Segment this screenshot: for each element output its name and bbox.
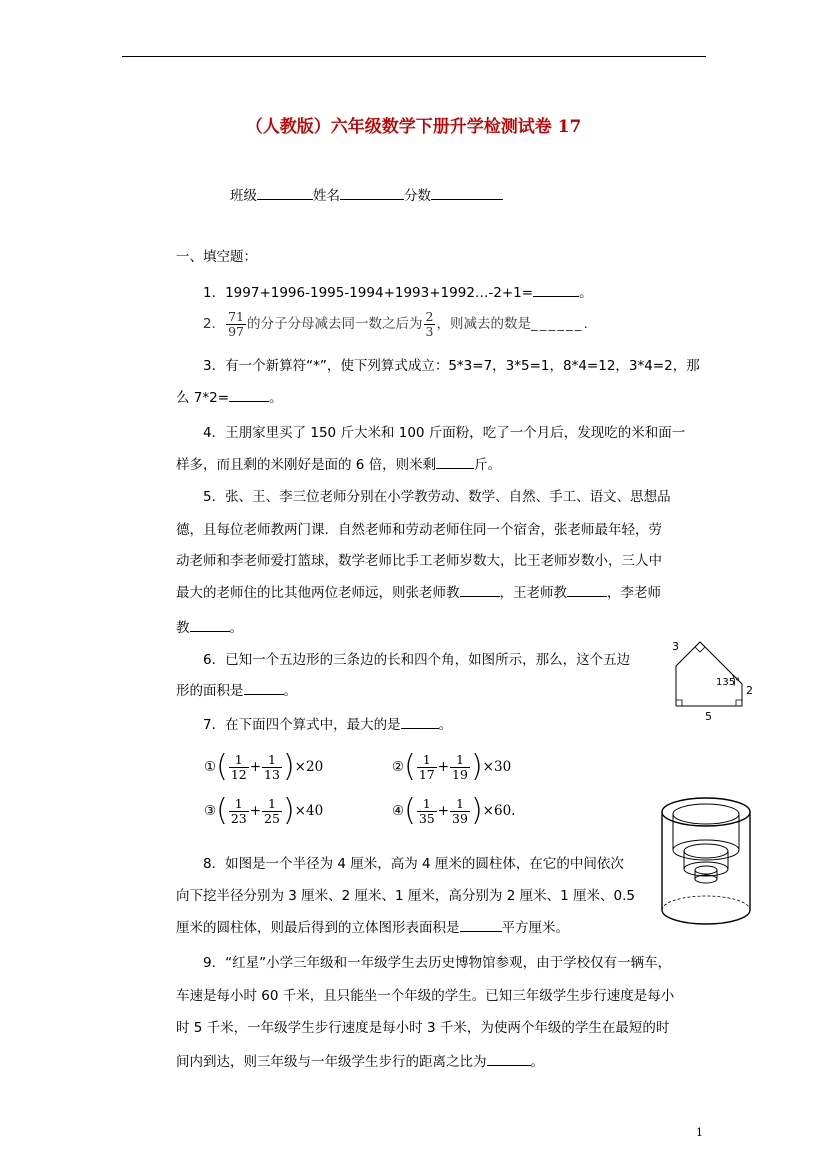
question-9-line-1: 9．“红星”小学三年级和一年级学生去历史博物馆参观，由于学校仅有一辆车， xyxy=(203,955,672,971)
side-label-5: 5 xyxy=(705,710,712,723)
side-label-2: 2 xyxy=(746,684,753,697)
question-1: 1．1997+1996-1995-1994+1993+1992…-2+1= 。 xyxy=(203,282,593,303)
option-4: ④ ( $\frac{1}{35}$ + $\frac{1}{39}$ ) ×60. xyxy=(392,793,516,828)
pentagon-figure xyxy=(664,630,764,725)
fraction-71-97: $\frac{71}{97}$ xyxy=(228,308,244,339)
answer-blank[interactable] xyxy=(487,1051,531,1066)
answer-blank[interactable] xyxy=(533,282,579,297)
score-blank[interactable] xyxy=(431,185,503,200)
question-6-line-2: 形的面积是 。 xyxy=(176,680,297,701)
angle-label-135: 135° xyxy=(716,677,741,688)
question-3-line-2: 么 7*2= 。 xyxy=(176,387,283,408)
option-3: ③ ( $\frac{1}{23}$ + $\frac{1}{25}$ ) ×40 xyxy=(204,793,324,828)
question-4-line-2: 样多，而且剩的米刚好是面的 6 倍，则米剩 斤。 xyxy=(176,454,501,475)
question-9-line-2: 车速是每小时 60 千米，且只能坐一个年级的学生。已知三年级学生步行速度是每小 xyxy=(176,988,675,1004)
answer-blank[interactable] xyxy=(244,680,284,695)
question-7: 7．在下面四个算式中，最大的是 。 xyxy=(203,714,452,735)
header-rule xyxy=(122,56,706,57)
question-8-line-3: 厘米的圆柱体，则最后得到的立体图形表面积是 平方厘米。 xyxy=(176,917,569,938)
question-8-line-2: 向下挖半径分别为 3 厘米、2 厘米、1 厘米，高分别为 2 厘米、1 厘米、0.5 xyxy=(176,888,635,904)
score-label: 分数 xyxy=(404,188,431,204)
class-blank[interactable] xyxy=(257,185,313,200)
question-2: 2． $\frac{71}{97}$ 的分子分母减去同一数之后为 $\frac{2}{3}$ ，则减去的数是 ______. xyxy=(203,308,590,339)
page-title: （人教版）六年级数学下册升学检测试卷 17 xyxy=(245,117,582,137)
name-blank[interactable] xyxy=(340,185,404,200)
name-label: 姓名 xyxy=(313,188,340,204)
answer-blank-zhang[interactable] xyxy=(460,582,500,597)
option-1: ① ( $\frac{1}{12}$ + $\frac{1}{13}$ ) ×20 xyxy=(204,749,324,784)
question-9-line-4: 间内到达，则三年级与一年级学生步行的距离之比为 。 xyxy=(176,1051,544,1072)
section-heading: 一、填空题： xyxy=(176,249,257,265)
question-3-line-1: 3．有一个新算符“*”，使下列算式成立：5*3=7，3*5=1，8*4=12，3*4=2，那 xyxy=(203,358,700,374)
answer-blank-li[interactable] xyxy=(190,617,230,632)
student-info-line xyxy=(230,185,503,206)
option-2: ② ( $\frac{1}{17}$ + $\frac{1}{19}$ ) ×30 xyxy=(392,749,512,784)
cylinder-figure xyxy=(650,794,765,934)
question-8-line-1: 8．如图是一个半径为 4 厘米，高为 4 厘米的圆柱体，在它的中间依次 xyxy=(203,856,624,872)
answer-blank[interactable] xyxy=(436,454,474,469)
question-6-line-1: 6．已知一个五边形的三条边的长和四个角，如图所示，那么，这个五边 xyxy=(203,652,631,668)
answer-blank[interactable] xyxy=(401,714,439,729)
question-9-line-3: 时 5 千米，一年级学生步行速度是每小时 3 千米，为使两个年级的学生在最短的时 xyxy=(176,1020,670,1036)
question-4-line-1: 4．王朋家里买了 150 斤大米和 100 斤面粉，吃了一个月后，发现吃的米和面一 xyxy=(203,425,686,441)
side-label-3: 3 xyxy=(672,640,679,653)
answer-blank[interactable] xyxy=(229,387,269,402)
answer-blank[interactable] xyxy=(460,917,502,932)
fraction-2-3: $\frac{2}{3}$ xyxy=(425,308,434,339)
question-5-line-1: 5．张、王、李三位老师分别在小学教劳动、数学、自然、手工、语文、思想品 xyxy=(203,489,671,505)
class-label: 班级 xyxy=(230,188,257,204)
question-5-line-3: 动老师和李老师爱打篮球，数学老师比手工老师岁数大，比王老师岁数小，三人中 xyxy=(176,553,662,569)
page-number: 1 xyxy=(696,1126,703,1139)
question-5-line-5: 教 。 xyxy=(176,617,243,638)
answer-dashes[interactable]: ______. xyxy=(530,316,590,332)
answer-blank-wang[interactable] xyxy=(567,582,607,597)
question-5-line-4: 最大的老师住的比其他两位老师远，则张老师教 ，王老师教 ，李老师 xyxy=(176,582,661,603)
question-5-line-2: 德，且每位老师教两门课．自然老师和劳动老师住同一个宿舍，张老师最年轻，劳 xyxy=(176,522,662,538)
